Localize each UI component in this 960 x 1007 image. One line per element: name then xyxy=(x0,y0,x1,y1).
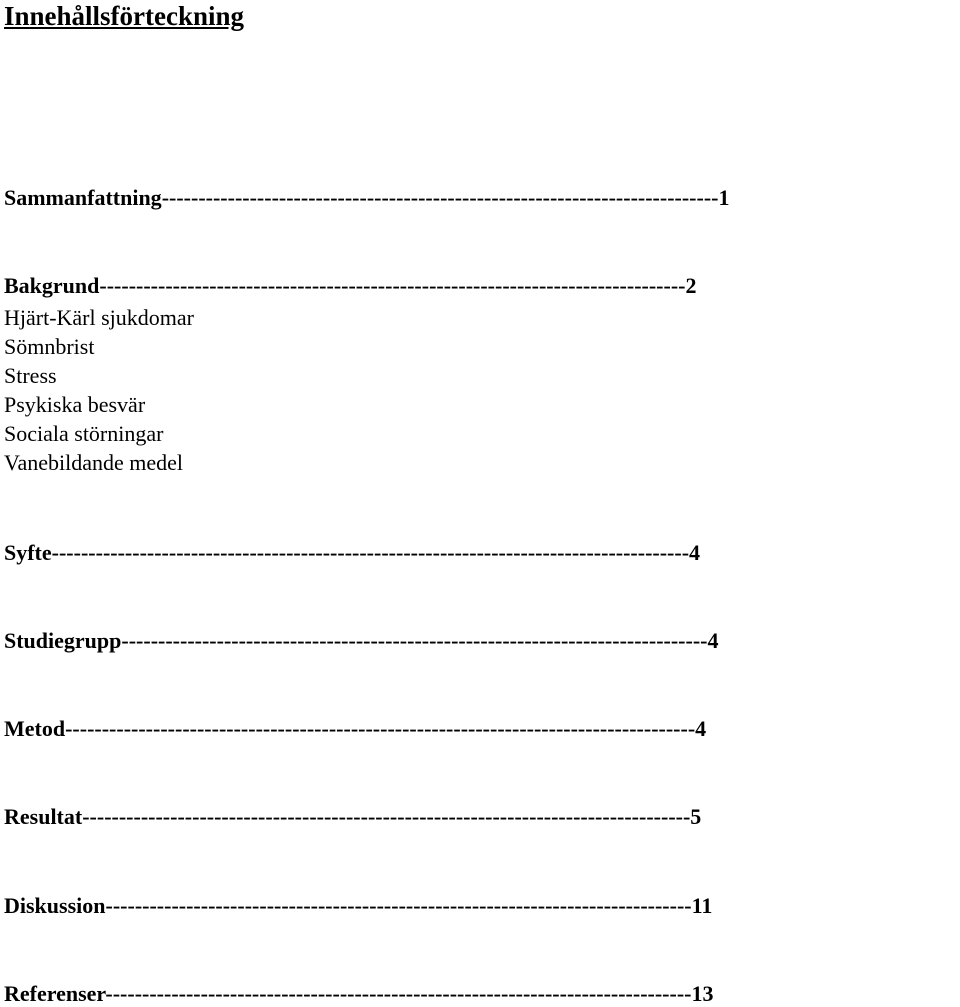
toc-entry-page: 2 xyxy=(685,273,697,298)
toc-leader: -------------------------------------------------------------------------------- xyxy=(99,273,686,298)
toc-subitem: Stress xyxy=(4,363,57,388)
toc-leader: --------------------------------------------------------------------------------------- xyxy=(51,540,690,565)
toc-leader: -------------------------------------------------------------------------------------- xyxy=(65,716,696,741)
toc-entry-label: Referenser xyxy=(4,981,106,1006)
toc-entry-label: Metod xyxy=(4,716,66,741)
toc-leader: -------------------------------------------------------------------------------- xyxy=(105,981,692,1006)
toc-entry-label: Bakgrund xyxy=(4,273,100,298)
toc-entry-label: Studiegrupp xyxy=(4,628,122,653)
toc-leader: ----------------------------------------------------------------------------------- xyxy=(82,804,691,829)
toc-entry-page: 4 xyxy=(689,540,701,565)
toc-entry-studiegrupp xyxy=(4,628,954,654)
toc-entry-metod xyxy=(4,716,954,742)
toc-entry-resultat xyxy=(4,804,960,830)
toc-entry-label: Resultat xyxy=(4,804,83,829)
toc-leader: -------------------------------------------------------------------------------- xyxy=(121,628,708,653)
toc-entry-page: 4 xyxy=(695,716,707,741)
toc-subitem: Vanebildande medel xyxy=(4,450,183,475)
toc-entry-page: 1 xyxy=(718,185,730,210)
toc-entry-page: 11 xyxy=(691,893,713,918)
toc-entry-page: 4 xyxy=(707,628,719,653)
toc-entry-bakgrund xyxy=(4,273,960,299)
toc-entry-diskussion xyxy=(4,893,960,919)
toc-entry-syfte xyxy=(4,540,954,566)
toc-entry-page: 13 xyxy=(691,981,714,1006)
toc-subitem: Sociala störningar xyxy=(4,421,164,446)
toc-subitem: Psykiska besvär xyxy=(4,392,146,417)
toc-leader: ---------------------------------------------------------------------------- xyxy=(161,185,719,210)
toc-subitem: Hjärt-Kärl sjukdomar xyxy=(4,305,194,330)
toc-entry-label: Sammanfattning xyxy=(4,185,162,210)
toc-entry-page: 5 xyxy=(690,804,702,829)
toc-entry-label: Syfte xyxy=(4,540,52,565)
toc-entry-label: Diskussion xyxy=(4,893,106,918)
toc-entry-referenser xyxy=(4,981,960,1007)
toc-subitem: Sömnbrist xyxy=(4,334,95,359)
page-title: Innehållsförteckning xyxy=(4,1,245,31)
toc-leader: -------------------------------------------------------------------------------- xyxy=(105,893,692,918)
toc-entry-sammanfattning xyxy=(4,185,954,211)
